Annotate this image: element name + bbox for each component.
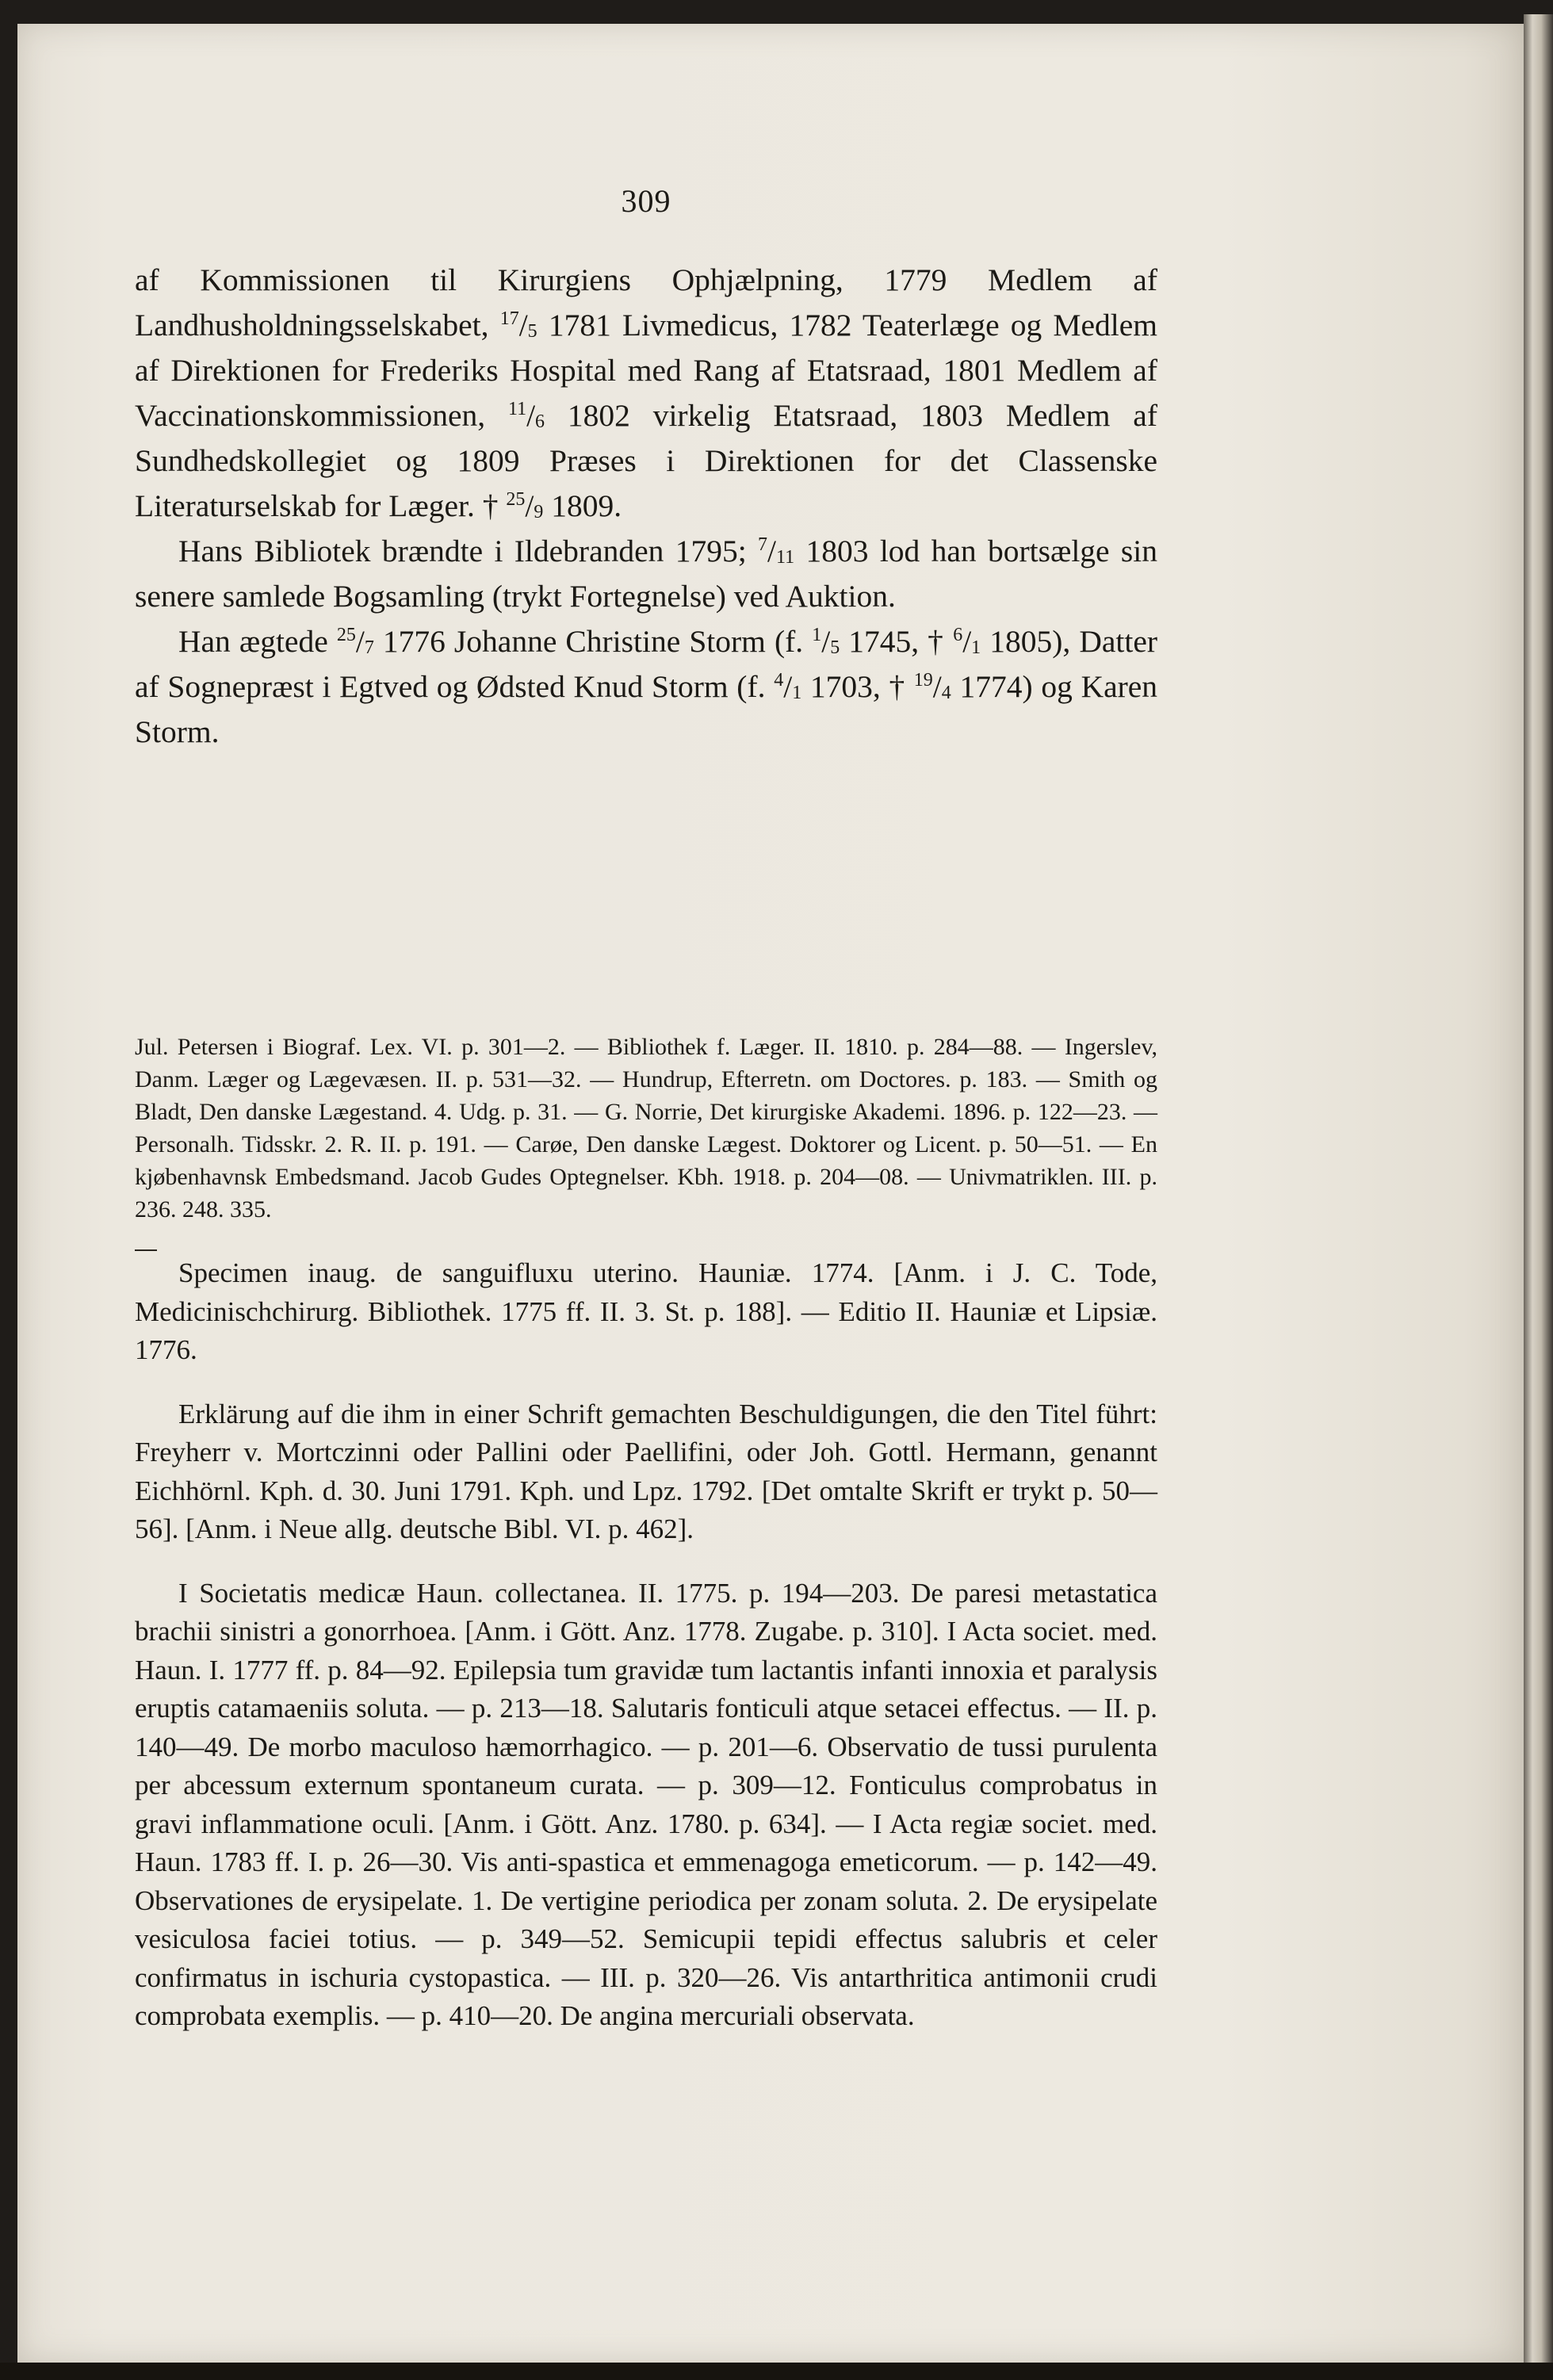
date-month: 5 bbox=[830, 637, 840, 658]
date-day: 17 bbox=[499, 308, 519, 329]
date-month: 11 bbox=[776, 547, 795, 568]
section-divider bbox=[135, 1249, 157, 1251]
date-day: 11 bbox=[507, 399, 527, 419]
date-month: 1 bbox=[792, 683, 802, 703]
date-day: 25 bbox=[336, 625, 356, 645]
references: Jul. Petersen i Biograf. Lex. VI. p. 301—2. — Bibliothek f. Læger. II. 1810. p. 284—88. — Ingerslev, Danm. Læger og Lægevæsen. II. p. 531—32. — Hundrup, Efterretn. om Doctores. p. 183. — Smith og Bladt, Den danske Lægestand. 4. Udg. p. 31. — G. Norrie, Det kirurgiske Akademi. 1896. p. 122—23. — Personalh. Tidsskr. 2. R. II. p. 191. — Carøe, Den danske Lægest. Doktorer og Licent. p. 50—51. — En kjøbenhavnsk Embedsmand. Jacob Gudes Optegnelser. Kbh. 1918. p. 204—08. — Univmatriklen. III. p. 236. 248. 335. bbox=[135, 1034, 1157, 1223]
date-day: 1 bbox=[812, 625, 822, 645]
date-day: 19 bbox=[913, 670, 933, 691]
work-entry: Specimen inaug. de sanguifluxu uterino. Hauniæ. 1774. [Anm. i J. C. Tode, Medicinischchirurg. Bibliothek. 1775 ff. II. 3. St. p. 188]. — Editio II. Hauniæ et Lipsiæ. 1776. bbox=[135, 1257, 1157, 1365]
date-month: 7 bbox=[364, 637, 374, 658]
date-month: 5 bbox=[527, 321, 537, 342]
date-month: 4 bbox=[941, 683, 951, 703]
page-number: 309 bbox=[621, 183, 671, 219]
date-month: 9 bbox=[534, 502, 544, 522]
date-day: 25 bbox=[506, 489, 526, 510]
date-day: 6 bbox=[953, 625, 963, 645]
date-day: 7 bbox=[758, 534, 768, 555]
scan-border bbox=[0, 2363, 1553, 2380]
work-entry: I Societatis medicæ Haun. collectanea. II. 1775. p. 194—203. De paresi metastatica brachii sinistri a gonorrhoea. [Anm. i Gött. Anz. 1778. Zugabe. p. 310]. I Acta societ. med. Haun. I. 1777 ff. p. 84—92. Epilepsia tum gravidæ tum lactantis infanti innoxia et paralysis eruptis catamaeniis soluta. — p. 213—18. Salutaris fonticuli atque setacei effectus. — II. p. 140—49. De morbo maculoso hæmorrhagico. — p. 201—6. Observatio de tussi purulenta per abcessum externum spontaneum curata. — p. 309—12. Fonticulus comprobatus in gravi inflammatione oculi. [Anm. i Gött. Anz. 1780. p. 634]. — I Acta regiæ societ. med. Haun. 1783 ff. I. p. 26—30. Vis anti-spastica et emmenagoga emeticorum. — p. 142—49. Observationes de erysipelate. 1. De vertigine periodica per zonam soluta. 2. De erysipelate vesiculosa faciei totius. — p. 349—52. Semicupii tepidi effectus salubris et celer confirmatus in ischuria cystopastica. — III. p. 320—26. Vis antarthritica antimonii crudi comprobata exemplis. — p. 410—20. De angina mercuriali observata. bbox=[135, 1577, 1157, 2031]
paragraph-library: Hans Bibliotek brændte i Ildebranden 1795; $^7/_{11}$ 1803 lod han bortsælge sin senere samlede Bogsamling (trykt Fortegnelse) ved Auktion. bbox=[135, 534, 1158, 614]
works-list bbox=[135, 1254, 1157, 2061]
page-edge bbox=[1524, 14, 1553, 2366]
biography-text bbox=[135, 258, 1157, 755]
paragraph-career: af Kommissionen til Kirurgiens Ophjælpning, 1779 Medlem af Landhusholdningsselskabet, $^{17}/_5$ 1781 Livmedicus, 1782 Teaterlæge og Medlem af Direktionen for Frederiks Hospital med Rang af Etatsraad, 1801 Medlem af Vaccinationskommissionen, $^{11}/_6$ 1802 virkelig Etatsraad, 1803 Medlem af Sundhedskollegiet og 1809 Præses i Direktionen for det Classenske Literaturselskab for Læger. † $^{25}/_9$ 1809. bbox=[135, 262, 1158, 523]
date-month: 6 bbox=[535, 411, 545, 432]
date-day: 4 bbox=[774, 670, 784, 691]
work-entry: Erklärung auf die ihm in einer Schrift gemachten Beschuldigungen, die den Titel führt: Freyherr v. Mortczinni oder Pallini oder Paellifini, oder Joh. Gottl. Hermann, genannt Eichhörnl. Kph. d. 30. Juni 1791. Kph. und Lpz. 1792. [Det omtalte Skrift er trykt p. 50—56]. [Anm. i Neue allg. deutsche Bibl. VI. p. 462]. bbox=[135, 1398, 1157, 1544]
date-month: 1 bbox=[971, 637, 981, 658]
paragraph-marriage: Han ægtede $^{25}/_7$ 1776 Johanne Christine Storm (f. $^1/_5$ 1745, † $^6/_1$ 1805), Datter af Sognepræst i Egtved og Ødsted Knud Storm (f. $^4/_1$ 1703, † $^{19}/_4$ 1774) og Karen Storm. bbox=[135, 624, 1158, 749]
